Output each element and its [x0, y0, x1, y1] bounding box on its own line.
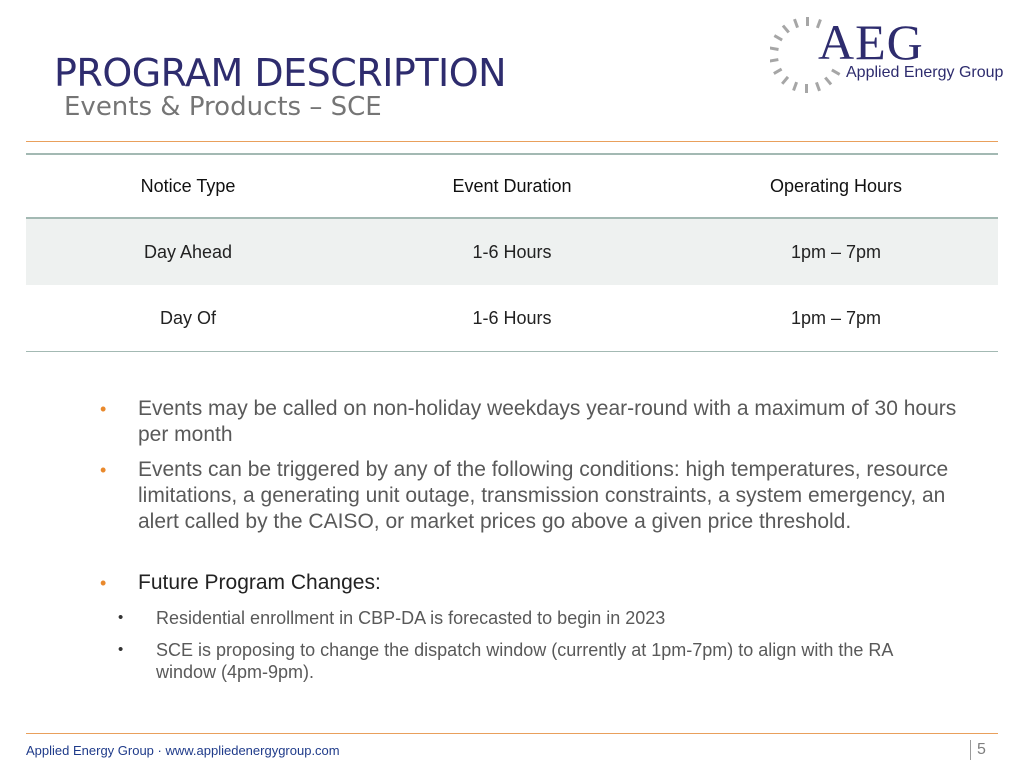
header-notice-type: Notice Type [140, 175, 236, 196]
cell-event-duration: 1-6 Hours [472, 241, 552, 262]
sub-bullet-text: SCE is proposing to change the dispatch window (currently at 1pm-7pm) to align with the RA window (4pm-9pm). [156, 640, 893, 682]
cell-event-duration: 1-6 Hours [472, 307, 552, 328]
slide-title: PROGRAM DESCRIPTION [54, 51, 507, 95]
cell-operating-hours: 1pm – 7pm [790, 241, 882, 262]
logo-mark: AEG [818, 14, 924, 70]
footer-text: Applied Energy Group · www.appliedenergygroup.com [26, 743, 340, 758]
company-logo [770, 14, 1015, 96]
page-number: 5 [970, 740, 986, 760]
header-operating-hours: Operating Hours [769, 175, 903, 196]
bullet-text: Events may be called on non-holiday weekdays year-round with a maximum of 30 hours per month [138, 397, 957, 446]
slide-subtitle: Events & Products – SCE [64, 92, 382, 122]
cell-notice-type: Day Ahead [143, 241, 233, 262]
events-table [26, 155, 998, 352]
table-row [26, 219, 998, 285]
bullet-dot: • [100, 460, 107, 480]
sub-bullet-dot: • [118, 609, 124, 626]
cell-notice-type: Day Of [159, 307, 216, 328]
table-row [26, 285, 998, 352]
bullet-dot: • [100, 573, 107, 593]
bullet-dot: • [100, 399, 107, 419]
table-header-row [26, 155, 998, 219]
header-divider [26, 141, 998, 142]
footer-divider [26, 733, 998, 734]
sub-bullet-dot: • [118, 641, 124, 658]
bullet-text: Future Program Changes: [138, 571, 381, 594]
header-event-duration: Event Duration [452, 175, 572, 196]
sub-bullet-text: Residential enrollment in CBP-DA is forecasted to begin in 2023 [156, 608, 666, 628]
bullet-text: Events can be triggered by any of the following conditions: high temperatures, resource limitations, a generating unit outage, transmission constraints, a system emergency, an alert called by the CAISO, or market prices go above a given price threshold. [138, 458, 949, 533]
cell-operating-hours: 1pm – 7pm [790, 307, 882, 328]
logo-company-name: Applied Energy Group [846, 64, 1004, 81]
